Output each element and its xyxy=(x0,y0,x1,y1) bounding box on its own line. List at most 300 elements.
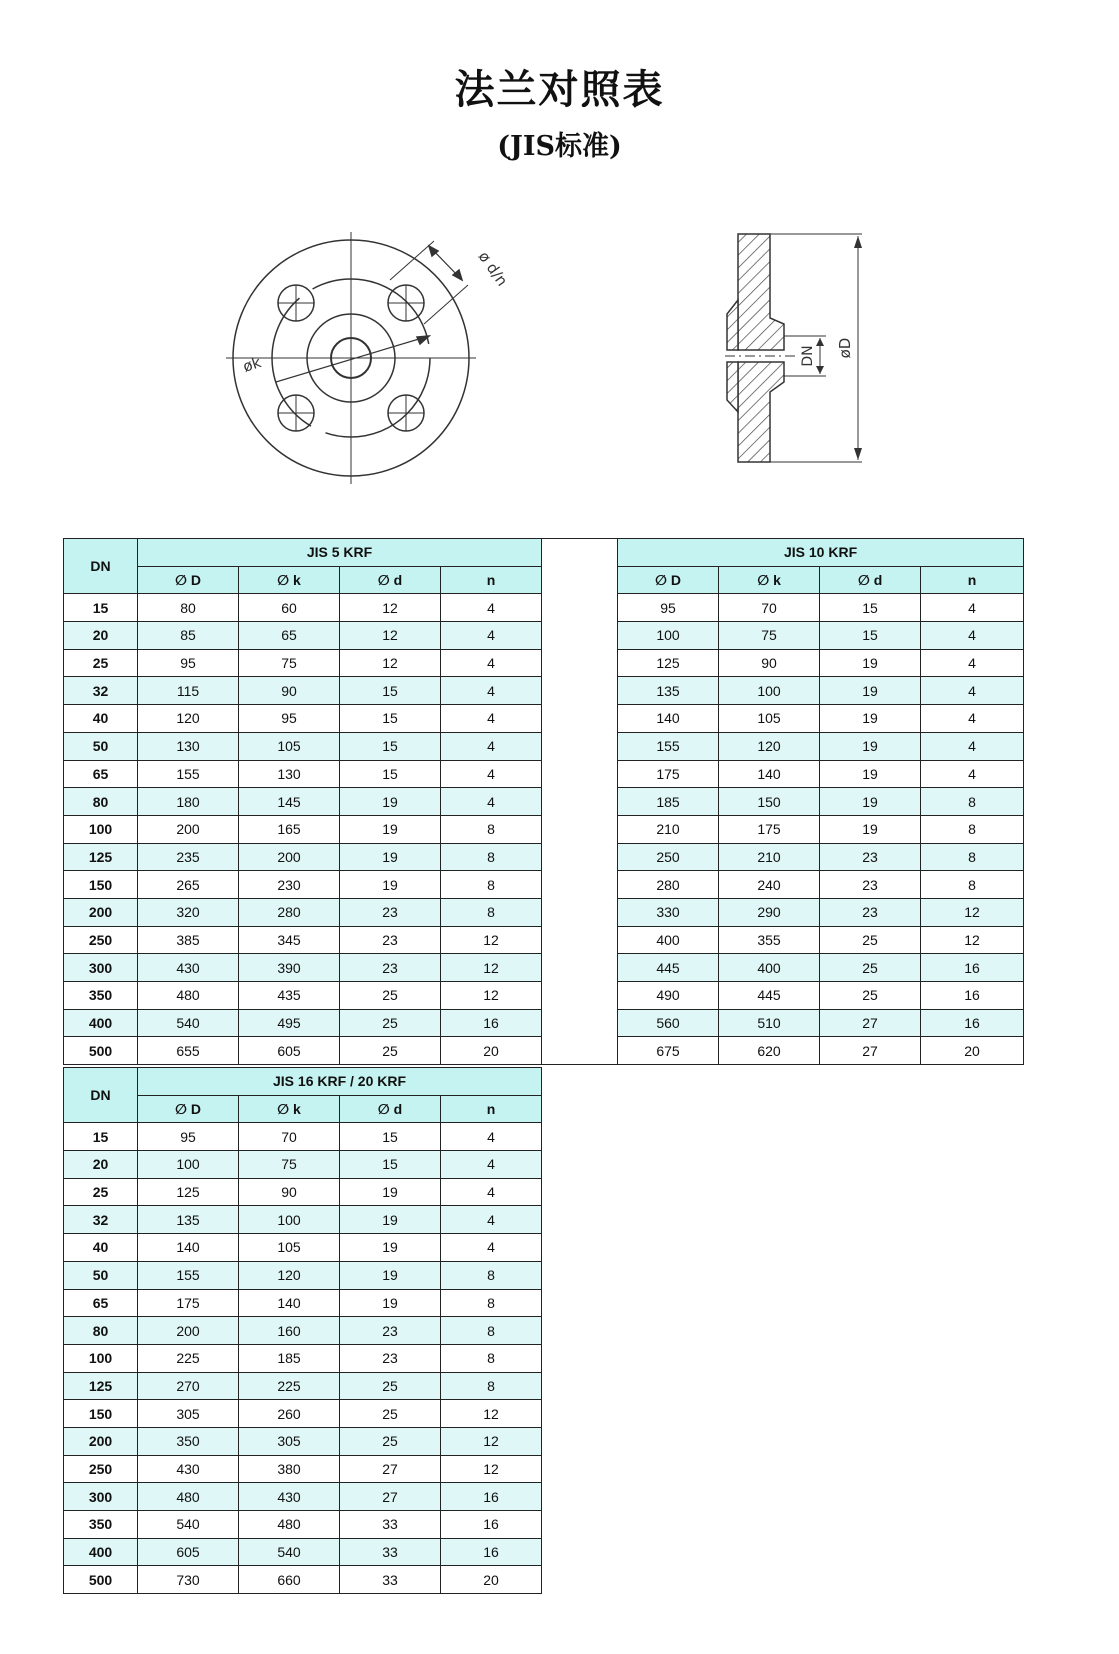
od-cell: 305 xyxy=(138,1400,239,1428)
hole-count-cell: 12 xyxy=(441,954,542,982)
pcd-cell: 345 xyxy=(239,926,340,954)
od-cell: 135 xyxy=(618,677,719,705)
hole-count-cell: 4 xyxy=(921,649,1024,677)
hole-count-cell: 4 xyxy=(441,1151,542,1179)
od-cell: 155 xyxy=(138,760,239,788)
pcd-cell: 400 xyxy=(719,954,820,982)
dn-cell: 40 xyxy=(64,1234,138,1262)
table-row xyxy=(64,1372,542,1400)
hole-count-cell: 4 xyxy=(441,760,542,788)
hole-diameter-cell: 15 xyxy=(340,1151,441,1179)
od-cell: 225 xyxy=(138,1344,239,1372)
hole-count-cell: 4 xyxy=(441,1234,542,1262)
hole-diameter-cell: 33 xyxy=(340,1511,441,1539)
hole-diameter-cell: 19 xyxy=(340,1289,441,1317)
dn-cell: 100 xyxy=(64,815,138,843)
pcd-cell: 480 xyxy=(239,1511,340,1539)
table-gap xyxy=(542,871,618,899)
hole-count-cell: 4 xyxy=(921,732,1024,760)
dn-cell: 15 xyxy=(64,1123,138,1151)
dn-cell: 80 xyxy=(64,788,138,816)
dn-cell: 50 xyxy=(64,732,138,760)
pcd-cell: 620 xyxy=(719,1037,820,1065)
hole-count-cell: 4 xyxy=(441,677,542,705)
hole-count-cell: 8 xyxy=(441,1317,542,1345)
hole-count-cell: 16 xyxy=(441,1483,542,1511)
hole-count-cell: 4 xyxy=(921,705,1024,733)
col-header-count: n xyxy=(921,566,1024,594)
od-cell: 400 xyxy=(618,926,719,954)
hole-diameter-cell: 27 xyxy=(340,1483,441,1511)
hole-count-cell: 12 xyxy=(441,982,542,1010)
od-cell: 125 xyxy=(618,649,719,677)
pcd-cell: 165 xyxy=(239,815,340,843)
pcd-cell: 230 xyxy=(239,871,340,899)
hole-diameter-cell: 33 xyxy=(340,1538,441,1566)
hole-label: ø d/n xyxy=(474,247,512,290)
hole-diameter-cell: 19 xyxy=(340,815,441,843)
pcd-cell: 100 xyxy=(719,677,820,705)
od-cell: 730 xyxy=(138,1566,239,1594)
pcd-cell: 75 xyxy=(239,1151,340,1179)
table-row xyxy=(64,954,1024,982)
table-gap xyxy=(542,1037,618,1065)
od-cell: 95 xyxy=(138,649,239,677)
hole-diameter-cell: 12 xyxy=(340,622,441,650)
table-row xyxy=(64,1289,542,1317)
hole-diameter-cell: 19 xyxy=(820,760,921,788)
od-cell: 265 xyxy=(138,871,239,899)
od-cell: 605 xyxy=(138,1538,239,1566)
od-cell: 85 xyxy=(138,622,239,650)
hole-count-cell: 8 xyxy=(921,815,1024,843)
col-header-count: n xyxy=(441,566,542,594)
od-cell: 80 xyxy=(138,594,239,622)
od-cell: 180 xyxy=(138,788,239,816)
table-row xyxy=(64,1234,542,1262)
hole-diameter-cell: 25 xyxy=(340,1400,441,1428)
hole-diameter-cell: 19 xyxy=(340,1178,441,1206)
table-gap xyxy=(542,815,618,843)
table-row xyxy=(64,1511,542,1539)
hole-count-cell: 16 xyxy=(441,1511,542,1539)
od-cell: 350 xyxy=(138,1427,239,1455)
hole-count-cell: 4 xyxy=(441,594,542,622)
pcd-cell: 90 xyxy=(239,677,340,705)
col-header-pcd: ∅ k xyxy=(239,566,340,594)
col-header-hole: ∅ d xyxy=(340,1095,441,1123)
dn-cell: 400 xyxy=(64,1009,138,1037)
pcd-cell: 390 xyxy=(239,954,340,982)
table-gap xyxy=(542,843,618,871)
od-cell: 320 xyxy=(138,898,239,926)
hole-count-cell: 8 xyxy=(921,843,1024,871)
table-row xyxy=(64,622,1024,650)
pcd-cell: 430 xyxy=(239,1483,340,1511)
hole-diameter-cell: 19 xyxy=(340,788,441,816)
table-gap xyxy=(542,622,618,650)
dn-cell: 80 xyxy=(64,1317,138,1345)
table-row xyxy=(64,788,1024,816)
pcd-cell: 175 xyxy=(719,815,820,843)
pcd-cell: 90 xyxy=(719,649,820,677)
od-cell: 95 xyxy=(138,1123,239,1151)
dn-cell: 20 xyxy=(64,1151,138,1179)
dn-cell: 350 xyxy=(64,1511,138,1539)
group-header-jis10: JIS 10 KRF xyxy=(618,539,1024,567)
pcd-cell: 95 xyxy=(239,705,340,733)
dn-cell: 350 xyxy=(64,982,138,1010)
pcd-cell: 60 xyxy=(239,594,340,622)
hole-diameter-cell: 19 xyxy=(340,871,441,899)
hole-diameter-cell: 19 xyxy=(820,732,921,760)
od-cell: 270 xyxy=(138,1372,239,1400)
table-gap xyxy=(542,926,618,954)
hole-diameter-cell: 15 xyxy=(820,622,921,650)
pcd-cell: 290 xyxy=(719,898,820,926)
table-row xyxy=(64,1123,542,1151)
hole-count-cell: 20 xyxy=(921,1037,1024,1065)
dn-cell: 250 xyxy=(64,926,138,954)
hole-diameter-cell: 12 xyxy=(340,649,441,677)
od-cell: 675 xyxy=(618,1037,719,1065)
table-row xyxy=(64,1206,542,1234)
dn-cell: 200 xyxy=(64,1427,138,1455)
hole-diameter-cell: 25 xyxy=(340,1372,441,1400)
hole-diameter-cell: 25 xyxy=(340,1037,441,1065)
page-subtitle: (JIS标准) xyxy=(497,131,622,162)
hole-count-cell: 8 xyxy=(921,871,1024,899)
pcd-cell: 130 xyxy=(239,760,340,788)
hole-count-cell: 8 xyxy=(441,898,542,926)
table-gap xyxy=(542,898,618,926)
col-header-hole: ∅ d xyxy=(820,566,921,594)
group-header-jis16-20: JIS 16 KRF / 20 KRF xyxy=(138,1068,542,1096)
table-row xyxy=(64,1538,542,1566)
table-row xyxy=(64,594,1024,622)
pcd-cell: 495 xyxy=(239,1009,340,1037)
table-row xyxy=(64,898,1024,926)
hole-diameter-cell: 25 xyxy=(820,954,921,982)
od-cell: 200 xyxy=(138,815,239,843)
od-cell: 125 xyxy=(138,1178,239,1206)
table-row xyxy=(64,1400,542,1428)
table-row xyxy=(64,1151,542,1179)
pcd-cell: 510 xyxy=(719,1009,820,1037)
hole-count-cell: 8 xyxy=(441,815,542,843)
pcd-cell: 185 xyxy=(239,1344,340,1372)
hole-diameter-cell: 23 xyxy=(820,871,921,899)
dn-cell: 500 xyxy=(64,1037,138,1065)
table-row xyxy=(64,760,1024,788)
table-gap xyxy=(542,1009,618,1037)
pcd-cell: 105 xyxy=(719,705,820,733)
col-header-pcd: ∅ k xyxy=(719,566,820,594)
table-gap xyxy=(542,649,618,677)
hole-diameter-cell: 25 xyxy=(820,926,921,954)
hole-diameter-cell: 23 xyxy=(340,898,441,926)
pcd-cell: 140 xyxy=(719,760,820,788)
hole-diameter-cell: 19 xyxy=(340,843,441,871)
hole-count-cell: 12 xyxy=(441,1400,542,1428)
hole-count-cell: 12 xyxy=(441,1427,542,1455)
dn-cell: 25 xyxy=(64,649,138,677)
hole-count-cell: 8 xyxy=(441,871,542,899)
hole-count-cell: 12 xyxy=(921,898,1024,926)
hole-diameter-cell: 19 xyxy=(820,705,921,733)
table-row xyxy=(64,982,1024,1010)
hole-diameter-cell: 27 xyxy=(340,1455,441,1483)
page-title: 法兰对照表 xyxy=(454,66,665,113)
pcd-cell: 140 xyxy=(239,1289,340,1317)
pcd-label: øk xyxy=(240,353,264,376)
hole-count-cell: 20 xyxy=(441,1037,542,1065)
hole-count-cell: 4 xyxy=(441,1206,542,1234)
dn-cell: 150 xyxy=(64,871,138,899)
hole-diameter-cell: 23 xyxy=(340,926,441,954)
pcd-cell: 355 xyxy=(719,926,820,954)
col-header-count: n xyxy=(441,1095,542,1123)
hole-count-cell: 16 xyxy=(921,982,1024,1010)
hole-diameter-cell: 15 xyxy=(340,1123,441,1151)
pcd-cell: 305 xyxy=(239,1427,340,1455)
pcd-cell: 225 xyxy=(239,1372,340,1400)
pcd-cell: 65 xyxy=(239,622,340,650)
od-cell: 430 xyxy=(138,954,239,982)
pcd-cell: 105 xyxy=(239,732,340,760)
hole-diameter-cell: 27 xyxy=(820,1037,921,1065)
hole-count-cell: 4 xyxy=(921,677,1024,705)
table-row xyxy=(64,843,1024,871)
od-cell: 120 xyxy=(138,705,239,733)
table-row xyxy=(64,1261,542,1289)
od-cell: 185 xyxy=(618,788,719,816)
hole-count-cell: 20 xyxy=(441,1566,542,1594)
hole-diameter-cell: 12 xyxy=(340,594,441,622)
hole-diameter-cell: 15 xyxy=(340,760,441,788)
hole-diameter-cell: 25 xyxy=(820,982,921,1010)
hole-count-cell: 8 xyxy=(441,843,542,871)
table-row xyxy=(64,1317,542,1345)
od-cell: 100 xyxy=(618,622,719,650)
table-gap xyxy=(542,677,618,705)
group-header-jis5: JIS 5 KRF xyxy=(138,539,542,567)
pcd-cell: 445 xyxy=(719,982,820,1010)
hole-count-cell: 4 xyxy=(441,1178,542,1206)
table-row xyxy=(64,649,1024,677)
dn-cell: 32 xyxy=(64,1206,138,1234)
pcd-cell: 540 xyxy=(239,1538,340,1566)
hole-count-cell: 4 xyxy=(441,1123,542,1151)
od-cell: 130 xyxy=(138,732,239,760)
od-cell: 135 xyxy=(138,1206,239,1234)
hole-diameter-cell: 15 xyxy=(340,705,441,733)
hole-count-cell: 12 xyxy=(441,1455,542,1483)
table-row xyxy=(64,1009,1024,1037)
pcd-cell: 200 xyxy=(239,843,340,871)
dn-cell: 200 xyxy=(64,898,138,926)
pcd-cell: 435 xyxy=(239,982,340,1010)
flange-table-jis5-jis10 xyxy=(63,538,1024,1065)
od-cell: 560 xyxy=(618,1009,719,1037)
od-cell: 490 xyxy=(618,982,719,1010)
table-row xyxy=(64,1483,542,1511)
pcd-cell: 120 xyxy=(239,1261,340,1289)
pcd-cell: 660 xyxy=(239,1566,340,1594)
pcd-cell: 210 xyxy=(719,843,820,871)
hole-diameter-cell: 23 xyxy=(340,1317,441,1345)
od-cell: 155 xyxy=(618,732,719,760)
pcd-cell: 160 xyxy=(239,1317,340,1345)
col-header-od: ∅ D xyxy=(138,1095,239,1123)
hole-diameter-cell: 15 xyxy=(340,732,441,760)
table-row xyxy=(64,1455,542,1483)
hole-count-cell: 12 xyxy=(441,926,542,954)
dn-cell: 125 xyxy=(64,843,138,871)
hole-count-cell: 16 xyxy=(921,1009,1024,1037)
dn-cell: 250 xyxy=(64,1455,138,1483)
dn-cell: 40 xyxy=(64,705,138,733)
hole-count-cell: 4 xyxy=(441,705,542,733)
hole-diameter-cell: 25 xyxy=(340,1427,441,1455)
table-row xyxy=(64,1037,1024,1065)
od-cell: 655 xyxy=(138,1037,239,1065)
hole-diameter-cell: 19 xyxy=(340,1234,441,1262)
dn-cell: 65 xyxy=(64,1289,138,1317)
hole-count-cell: 4 xyxy=(921,760,1024,788)
pcd-cell: 150 xyxy=(719,788,820,816)
table-row xyxy=(64,871,1024,899)
hole-diameter-cell: 19 xyxy=(340,1261,441,1289)
table-gap xyxy=(542,566,618,594)
dn-cell: 400 xyxy=(64,1538,138,1566)
hole-diameter-cell: 23 xyxy=(340,1344,441,1372)
od-cell: 330 xyxy=(618,898,719,926)
hole-count-cell: 8 xyxy=(921,788,1024,816)
col-header-pcd: ∅ k xyxy=(239,1095,340,1123)
dn-cell: 25 xyxy=(64,1178,138,1206)
hole-count-cell: 8 xyxy=(441,1344,542,1372)
hole-count-cell: 4 xyxy=(441,732,542,760)
od-cell: 235 xyxy=(138,843,239,871)
pcd-cell: 75 xyxy=(239,649,340,677)
hole-count-cell: 12 xyxy=(921,926,1024,954)
od-cell: 175 xyxy=(138,1289,239,1317)
od-cell: 250 xyxy=(618,843,719,871)
od-cell: 540 xyxy=(138,1009,239,1037)
pcd-cell: 105 xyxy=(239,1234,340,1262)
dn-header: DN xyxy=(64,539,138,594)
pcd-cell: 100 xyxy=(239,1206,340,1234)
table-row xyxy=(64,1566,542,1594)
pcd-cell: 260 xyxy=(239,1400,340,1428)
col-header-od: ∅ D xyxy=(618,566,719,594)
col-header-od: ∅ D xyxy=(138,566,239,594)
pcd-cell: 70 xyxy=(239,1123,340,1151)
hole-diameter-cell: 15 xyxy=(820,594,921,622)
hole-count-cell: 8 xyxy=(441,1372,542,1400)
hole-count-cell: 16 xyxy=(921,954,1024,982)
pcd-cell: 145 xyxy=(239,788,340,816)
table-gap xyxy=(542,760,618,788)
hole-count-cell: 16 xyxy=(441,1538,542,1566)
table-gap xyxy=(542,705,618,733)
od-label: øD xyxy=(836,337,854,359)
pcd-cell: 120 xyxy=(719,732,820,760)
dn-header: DN xyxy=(64,1068,138,1123)
hole-diameter-cell: 23 xyxy=(340,954,441,982)
table-row xyxy=(64,815,1024,843)
dn-cell: 150 xyxy=(64,1400,138,1428)
flange-table-jis16-jis20 xyxy=(63,1067,542,1594)
od-cell: 140 xyxy=(618,705,719,733)
table-gap xyxy=(542,539,618,567)
hole-count-cell: 16 xyxy=(441,1009,542,1037)
od-cell: 140 xyxy=(138,1234,239,1262)
od-cell: 200 xyxy=(138,1317,239,1345)
hole-count-cell: 4 xyxy=(441,622,542,650)
hole-diameter-cell: 27 xyxy=(820,1009,921,1037)
hole-count-cell: 8 xyxy=(441,1261,542,1289)
dn-cell: 500 xyxy=(64,1566,138,1594)
hole-diameter-cell: 23 xyxy=(820,843,921,871)
dn-cell: 20 xyxy=(64,622,138,650)
od-cell: 430 xyxy=(138,1455,239,1483)
table-gap xyxy=(542,982,618,1010)
table-gap xyxy=(542,594,618,622)
od-cell: 100 xyxy=(138,1151,239,1179)
od-cell: 210 xyxy=(618,815,719,843)
od-cell: 385 xyxy=(138,926,239,954)
flange-front-view xyxy=(226,232,476,484)
pcd-cell: 70 xyxy=(719,594,820,622)
hole-diameter-cell: 23 xyxy=(820,898,921,926)
pcd-cell: 280 xyxy=(239,898,340,926)
table-row xyxy=(64,732,1024,760)
hole-count-cell: 4 xyxy=(441,649,542,677)
od-cell: 480 xyxy=(138,1483,239,1511)
hole-diameter-cell: 19 xyxy=(820,677,921,705)
dn-cell: 300 xyxy=(64,1483,138,1511)
table-gap xyxy=(542,954,618,982)
od-cell: 115 xyxy=(138,677,239,705)
od-cell: 445 xyxy=(618,954,719,982)
dn-cell: 100 xyxy=(64,1344,138,1372)
hole-count-cell: 4 xyxy=(921,594,1024,622)
table-row xyxy=(64,677,1024,705)
dn-cell: 15 xyxy=(64,594,138,622)
flange-drawing xyxy=(0,0,1119,500)
pcd-cell: 380 xyxy=(239,1455,340,1483)
od-cell: 175 xyxy=(618,760,719,788)
pcd-cell: 240 xyxy=(719,871,820,899)
col-header-hole: ∅ d xyxy=(340,566,441,594)
hole-diameter-cell: 25 xyxy=(340,1009,441,1037)
hole-diameter-cell: 25 xyxy=(340,982,441,1010)
hole-diameter-cell: 19 xyxy=(820,788,921,816)
od-cell: 480 xyxy=(138,982,239,1010)
hole-diameter-cell: 33 xyxy=(340,1566,441,1594)
table-row xyxy=(64,1178,542,1206)
dn-cell: 32 xyxy=(64,677,138,705)
table-gap xyxy=(542,732,618,760)
hole-diameter-cell: 19 xyxy=(820,815,921,843)
pcd-cell: 90 xyxy=(239,1178,340,1206)
od-cell: 280 xyxy=(618,871,719,899)
od-cell: 540 xyxy=(138,1511,239,1539)
table-row xyxy=(64,1427,542,1455)
dn-cell: 65 xyxy=(64,760,138,788)
